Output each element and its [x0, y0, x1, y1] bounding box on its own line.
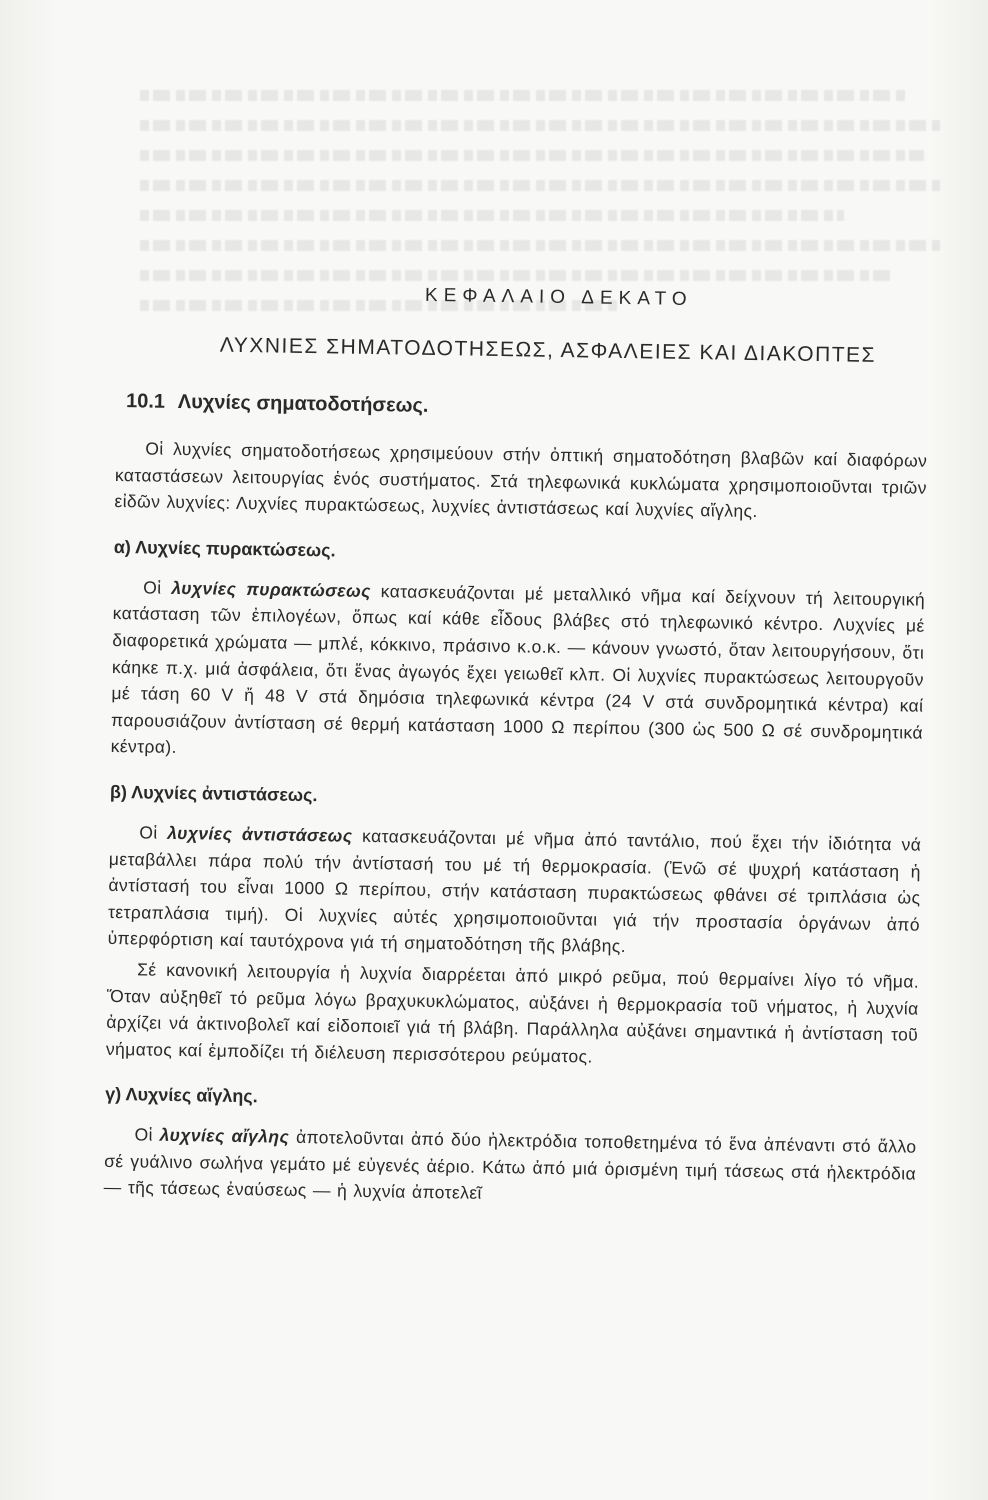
subsection-title-glow: γ) Λυχνίες αἴγλης. — [105, 1084, 258, 1107]
term-incandescent-lamps: λυχνίες πυρακτώσεως — [171, 577, 371, 601]
section-title: Λυχνίες σηματοδοτήσεως. — [177, 390, 429, 417]
chapter-label: ΚΕΦΑΛΑΙΟ ΔΕΚΑΤΟ — [424, 284, 693, 311]
paragraph-body: ἀποτελοῦνται ἀπό δύο ἠλεκτρόδια τοποθετημένα τό ἕνα ἀπέναντι στό ἄλλο σέ γυάλινο σωλήνα γεμάτο μέ εὐγενές ἀέριο. Κάτω ἀπό μιά ὁρισμένη τιμή τάσεως στά ἠλεκτρόδια — τῆς τάσεως ἐναύσεως — ἡ λυχνία ἀποτελεῖ — [103, 1127, 917, 1204]
chapter-title: ΛΥΧΝΙΕΣ ΣΗΜΑΤΟΔΟΤΗΣΕΩΣ, ΑΣΦΑΛΕΙΕΣ ΚΑΙ ΔΙΑΚΟΠΤΕΣ — [219, 333, 877, 367]
paragraph-start: Οἱ — [139, 822, 168, 843]
paragraph-body: κατασκευάζονται μέ νῆμα ἀπό ταντάλιο, πού ἔχει τήν ἰδιότητα νά μεταβάλλει πάρα πολύ τήν ἀντίστασή του μέ τή θερμοκρασία. (Ἐνῶ σέ ψυχρή κατάσταση ἡ ἀντίστασή του εἶναι 1000 Ω περίπου, στήν κατάσταση πυρακτώσεως φθάνει σέ τριπλάσια ὡς τετραπλάσια τιμή). Οἱ λυχνίες αὐτές χρησιμοποιοῦνται γιά τήν προστασία ὀργάνων ἀπό ὑπερφόρτιση καί ταυτόχρονα γιά τή σηματοδότηση τῆς βλάβης. — [107, 825, 922, 957]
page-content — [103, 280, 929, 1218]
paragraph-start: Οἱ — [143, 577, 172, 598]
incandescent-paragraph — [110, 574, 925, 773]
term-glow-lamps: λυχνίες αἴγλης — [159, 1125, 290, 1148]
section-intro-paragraph: Οἱ λυχνίες σηματοδοτήσεως χρησιμεύουν στήν ὀπτική σηματοδότηση βλαβῶν καί διαφόρων καταστάσεων λειτουργίας ἑνός συστήματος. Στά τηλεφωνικά κυκλώματα χρησιμοποιοῦνται τριῶν εἰδῶν λυχνίες: Λυχνίες πυρακτώσεως, λυχνίες ἀντιστάσεως καί λυχνίες αἴγλης. — [114, 438, 928, 522]
paragraph-start: Οἱ — [134, 1124, 160, 1146]
resistance-paragraph-1 — [107, 819, 921, 965]
paragraph-body: κατασκευάζονται μέ μεταλλικό νῆμα καί δείχνουν τή λειτουργική κατάσταση τῶν ἐπιλογέων, ὅπως καί κάθε εἶδους βλάβες στό τηλεφωνικό κέντρο. Λυχνίες μέ διαφορετικά χρώματα — μπλέ, κόκκινο, πράσινο κ.ο.κ. — κάνουν γνωστό, ὅταν λειτουργήσουν, ὅτι κάηκε π.χ. μιά ἀσφάλεια, ὅτι ἕνας ἀγωγός ἔχει γειωθεῖ κλπ. Οἱ λυχνίες πυρακτώσεως λειτουργοῦν μέ τάση 60 V ἤ 48 V στά δημόσια τηλεφωνικά κέντρα (24 V στά συνδρομητικά κέντρα) καί παρουσιάζουν ἀντίσταση σέ θερμή κατάσταση 1000 Ω περίπου (300 ὡς 500 Ω σέ συνδρομητικά κέντρα). — [110, 580, 926, 758]
section-number: 10.1 — [125, 390, 166, 413]
term-resistance-lamps: λυχνίες ἀντιστάσεως — [167, 822, 353, 846]
subsection-title-resistance: β) Λυχνίες ἀντιστάσεως. — [109, 781, 318, 806]
section-heading — [126, 390, 928, 426]
glow-paragraph — [104, 1121, 917, 1214]
resistance-paragraph-2: Σέ κανονική λειτουργία ἡ λυχνία διαρρέεται ἀπό μικρό ρεῦμα, πού θερμαίνει λίγο τό νῆμα. Ὅταν αὐξηθεῖ τό ρεῦμα λόγω βραχυκυκλώματος, αὐξάνει ἡ θερμοκρασία τοῦ νήματος, ἡ λυχνία ἀρχίζει νά ἀκτινοβολεῖ καί εἰδοποιεῖ γιά τή βλάβη. Παράλληλα αὐξάνει σημαντικά ἡ ἀντίσταση τοῦ νήματος καί ἐμποδίζει τή διέλευση περισσότερου ρεύματος. — [105, 959, 920, 1067]
subsection-title-incandescent: α) Λυχνίες πυρακτώσεως. — [113, 536, 336, 561]
